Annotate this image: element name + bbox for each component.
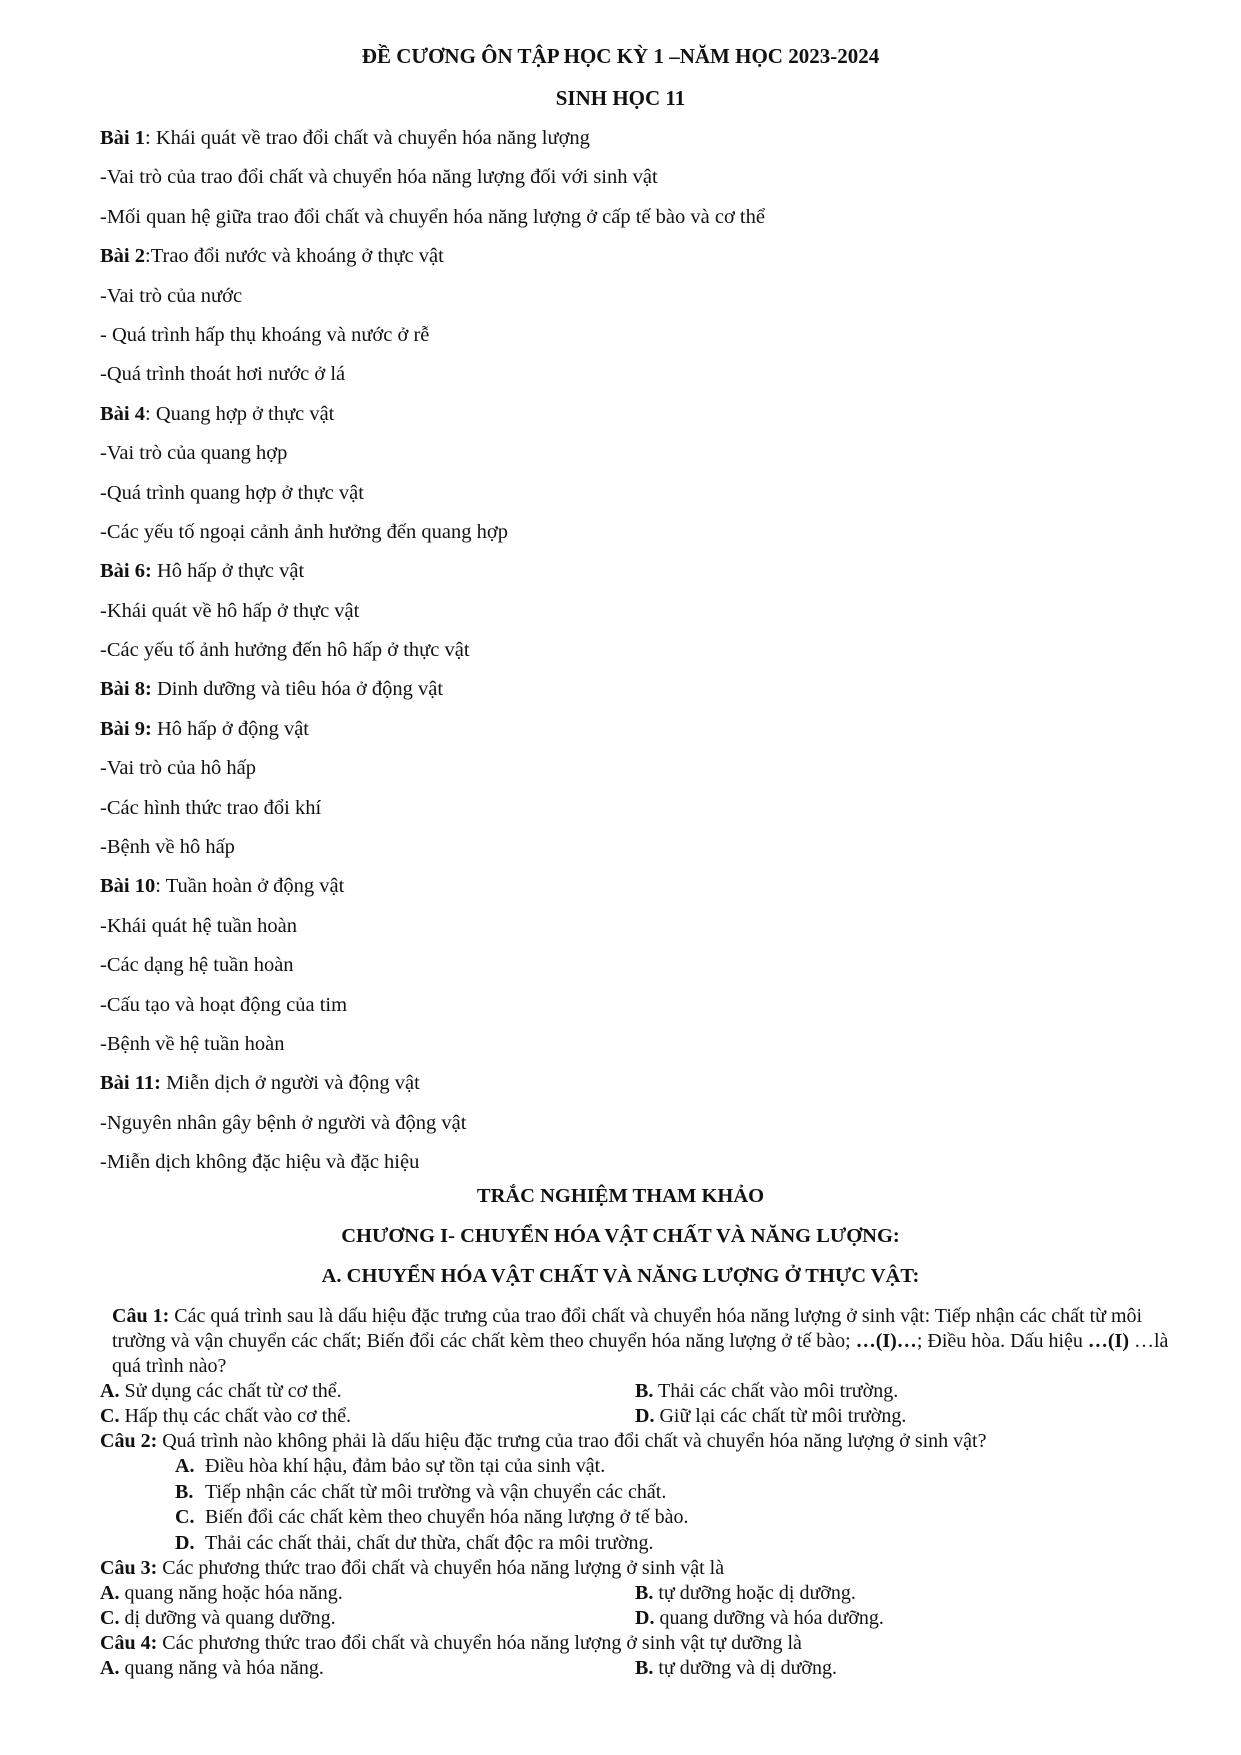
outline-topic-item <box>100 991 1160 1030</box>
option-c[interactable] <box>100 1606 635 1631</box>
lesson-label: Bài 10 <box>100 875 156 898</box>
option-text: tự dưỡng và dị dưỡng. <box>653 1657 838 1679</box>
quiz-section <box>100 1304 1170 1681</box>
lesson-label: Bài 9: <box>100 717 152 740</box>
section-headings <box>0 1182 1241 1302</box>
outline-text: -Vai trò của hô hấp <box>100 757 256 780</box>
outline-topic-item <box>100 833 1160 872</box>
outline-topic-item <box>100 636 1160 675</box>
option-key: C. <box>175 1506 195 1528</box>
outline-topic-item <box>100 951 1160 990</box>
options-row <box>100 1656 1170 1681</box>
lesson-separator: : <box>155 875 166 898</box>
outline-topic-item <box>100 360 1160 399</box>
option-text: tự dưỡng hoặc dị dưỡng. <box>653 1582 856 1604</box>
outline-text: Hô hấp ở động vật <box>156 717 309 740</box>
outline-text: - Quá trình hấp thụ khoáng và nước ở rễ <box>100 323 430 346</box>
outline-text: Trao đổi nước và khoáng ở thực vật <box>150 245 444 268</box>
option-d[interactable] <box>635 1606 1170 1631</box>
question-2 <box>100 1429 1170 1454</box>
option-c[interactable] <box>175 1505 1170 1531</box>
option-a[interactable] <box>100 1656 635 1681</box>
outline-text: Tuần hoàn ở động vật <box>165 875 345 898</box>
outline-text: -Vai trò của nước <box>100 284 243 307</box>
options-row <box>100 1379 1170 1404</box>
outline-topic-item <box>100 439 1160 478</box>
outline-text: -Mối quan hệ giữa trao đổi chất và chuyển hóa năng lượng ở cấp tế bào và cơ thể <box>100 205 765 228</box>
question-blank: …(I)… <box>855 1330 917 1352</box>
option-text: Thải các chất vào môi trường. <box>653 1380 899 1402</box>
outline-text: -Bệnh về hô hấp <box>100 836 235 859</box>
lesson-label: Bài 11: <box>100 1072 161 1095</box>
question-label: Câu 1: <box>112 1305 170 1327</box>
outline-topic-item <box>100 597 1160 636</box>
option-key: A. <box>100 1582 120 1604</box>
outline-lesson-heading <box>100 400 1160 439</box>
option-key: A. <box>175 1455 195 1477</box>
outline-text: -Khái quát hệ tuần hoàn <box>100 914 297 937</box>
option-text: Sử dụng các chất từ cơ thể. <box>119 1380 342 1402</box>
option-text: Điều hòa khí hậu, đảm bảo sự tồn tại của sinh vật. <box>205 1455 606 1477</box>
lesson-label: Bài 8: <box>100 678 152 701</box>
options-row <box>100 1606 1170 1631</box>
lesson-label: Bài 1 <box>100 127 145 149</box>
question-1 <box>100 1304 1170 1379</box>
option-text: Tiếp nhận các chất từ môi trường và vận chuyển các chất. <box>205 1480 667 1503</box>
outline-text: Dinh dưỡng và tiêu hóa ở động vật <box>156 678 444 701</box>
outline-text: -Vai trò của quang hợp <box>100 442 288 465</box>
option-text: Hấp thụ các chất vào cơ thể. <box>119 1405 352 1427</box>
option-key: B. <box>175 1480 194 1503</box>
option-text: quang dưỡng và hóa dưỡng. <box>654 1607 884 1629</box>
outline-text: -Khái quát về hô hấp ở thực vật <box>100 599 360 622</box>
outline-topic-item <box>100 518 1160 557</box>
outline-text: -Các yếu tố ngoại cảnh ảnh hưởng đến quang hợp <box>100 520 508 543</box>
question-3 <box>100 1556 1170 1581</box>
lesson-label: Bài 6: <box>100 560 152 583</box>
option-d[interactable] <box>635 1404 1170 1429</box>
option-a[interactable] <box>175 1454 1170 1480</box>
option-d[interactable] <box>175 1531 1170 1557</box>
lesson-separator: : <box>145 127 156 149</box>
question-label: Câu 2: <box>100 1430 158 1452</box>
outline-text: -Miễn dịch không đặc hiệu và đặc hiệu <box>100 1151 420 1174</box>
question-4 <box>100 1631 1170 1656</box>
part-heading: A. CHUYỂN HÓA VẬT CHẤT VÀ NĂNG LƯỢNG Ở THỰC VẬT: <box>321 1265 920 1287</box>
lesson-label: Bài 4 <box>100 402 145 425</box>
outline-text: -Cấu tạo và hoạt động của tim <box>100 993 348 1016</box>
outline-text: Khái quát về trao đổi chất và chuyển hóa năng lượng <box>155 127 590 149</box>
outline-topic-item <box>100 321 1160 360</box>
option-text: Thải các chất thải, chất dư thừa, chất độc ra môi trường. <box>205 1531 654 1554</box>
outline-text: Quang hợp ở thực vật <box>155 402 335 425</box>
outline-text: -Các hình thức trao đổi khí <box>100 796 322 819</box>
quiz-heading: TRẮC NGHIỆM THAM KHẢO <box>476 1185 765 1207</box>
outline-lesson-heading <box>100 124 1160 163</box>
outline-topic-item <box>100 282 1160 321</box>
lesson-label: Bài 2 <box>100 245 145 268</box>
option-key: B. <box>635 1582 654 1604</box>
outline-lesson-heading <box>100 242 1160 281</box>
question-blank: …(I) <box>1087 1330 1129 1352</box>
option-text: Giữ lại các chất từ môi trường. <box>654 1405 907 1427</box>
outline-lesson-heading <box>100 715 1160 754</box>
option-text: Biến đổi các chất kèm theo chuyển hóa năng lượng ở tế bào. <box>205 1506 689 1528</box>
options-row <box>100 1404 1170 1429</box>
outline-topic-item <box>100 163 1160 202</box>
option-key: C. <box>100 1607 120 1629</box>
question-text: Các phương thức trao đổi chất và chuyển hóa năng lượng ở sinh vật tự dưỡng là <box>157 1632 802 1654</box>
option-key: B. <box>635 1657 654 1679</box>
option-text: quang năng hoặc hóa năng. <box>119 1582 343 1604</box>
outline-topic-item <box>100 754 1160 793</box>
outline-lesson-heading <box>100 1069 1160 1108</box>
option-b[interactable] <box>175 1480 1170 1506</box>
option-text: quang năng và hóa năng. <box>119 1657 324 1679</box>
outline-topic-item <box>100 479 1160 518</box>
option-key: D. <box>635 1405 655 1427</box>
option-a[interactable] <box>100 1581 635 1606</box>
options-row <box>100 1581 1170 1606</box>
outline-topic-item <box>100 203 1160 242</box>
question-label: Câu 3: <box>100 1557 158 1579</box>
option-key: D. <box>175 1531 195 1554</box>
question-text: Quá trình nào không phải là dấu hiệu đặc trưng của trao đổi chất và chuyển hóa năng lượng ở sinh vật? <box>157 1430 987 1452</box>
outline-lesson-heading <box>100 872 1160 911</box>
question-text: …là quá trình nào? <box>112 1330 1169 1377</box>
outline-text: -Quá trình thoát hơi nước ở lá <box>100 363 346 386</box>
chapter-heading: CHƯƠNG I- CHUYỂN HÓA VẬT CHẤT VÀ NĂNG LƯỢNG: <box>341 1225 900 1247</box>
question-text: Các quá trình sau là dấu hiệu đặc trưng của trao đổi chất và chuyển hóa năng lượng ở sinh vật: Tiếp nhận các chất từ môi trường và vận chuyển các chất; Biến đổi các chất kèm theo chuyển hóa năng lượng ở tế bào; <box>112 1305 1143 1352</box>
option-c[interactable] <box>100 1404 635 1429</box>
option-b[interactable] <box>635 1379 1170 1404</box>
outline-text: Hô hấp ở thực vật <box>156 560 305 583</box>
outline-text: -Quá trình quang hợp ở thực vật <box>100 481 364 504</box>
question-text: Các phương thức trao đổi chất và chuyển hóa năng lượng ở sinh vật là <box>157 1557 725 1579</box>
document-title: ĐỀ CƯƠNG ÔN TẬP HỌC KỲ 1 –NĂM HỌC 2023-2024 <box>361 44 880 68</box>
outline-topic-item <box>100 912 1160 951</box>
option-key: C. <box>100 1405 120 1427</box>
option-text: dị dưỡng và quang dưỡng. <box>119 1607 336 1629</box>
outline-text: Miễn dịch ở người và động vật <box>166 1072 420 1095</box>
outline-text: -Các dạng hệ tuần hoàn <box>100 954 294 977</box>
option-key: A. <box>100 1380 120 1402</box>
option-a[interactable] <box>100 1379 635 1404</box>
outline-text: -Các yếu tố ảnh hưởng đến hô hấp ở thực vật <box>100 639 470 662</box>
outline-lesson-heading <box>100 675 1160 714</box>
option-b[interactable] <box>635 1581 1170 1606</box>
outline-text: -Vai trò của trao đổi chất và chuyển hóa năng lượng đối với sinh vật <box>100 166 658 189</box>
subject-title: SINH HỌC 11 <box>555 86 686 110</box>
lesson-separator: : <box>145 245 151 268</box>
outline-topic-item <box>100 1109 1160 1148</box>
option-key: A. <box>100 1657 120 1679</box>
question-label: Câu 4: <box>100 1632 158 1654</box>
option-b[interactable] <box>635 1656 1170 1681</box>
lesson-separator: : <box>145 402 156 425</box>
study-outline <box>100 124 1160 1188</box>
outline-topic-item <box>100 1030 1160 1069</box>
options-list <box>100 1454 1170 1556</box>
outline-text: -Nguyên nhân gây bệnh ở người và động vật <box>100 1111 467 1134</box>
outline-topic-item <box>100 794 1160 833</box>
option-key: D. <box>635 1607 655 1629</box>
question-text: ; Điều hòa. Dấu hiệu <box>916 1330 1088 1352</box>
outline-text: -Bệnh về hệ tuần hoàn <box>100 1032 285 1055</box>
outline-lesson-heading <box>100 557 1160 596</box>
option-key: B. <box>635 1380 654 1402</box>
